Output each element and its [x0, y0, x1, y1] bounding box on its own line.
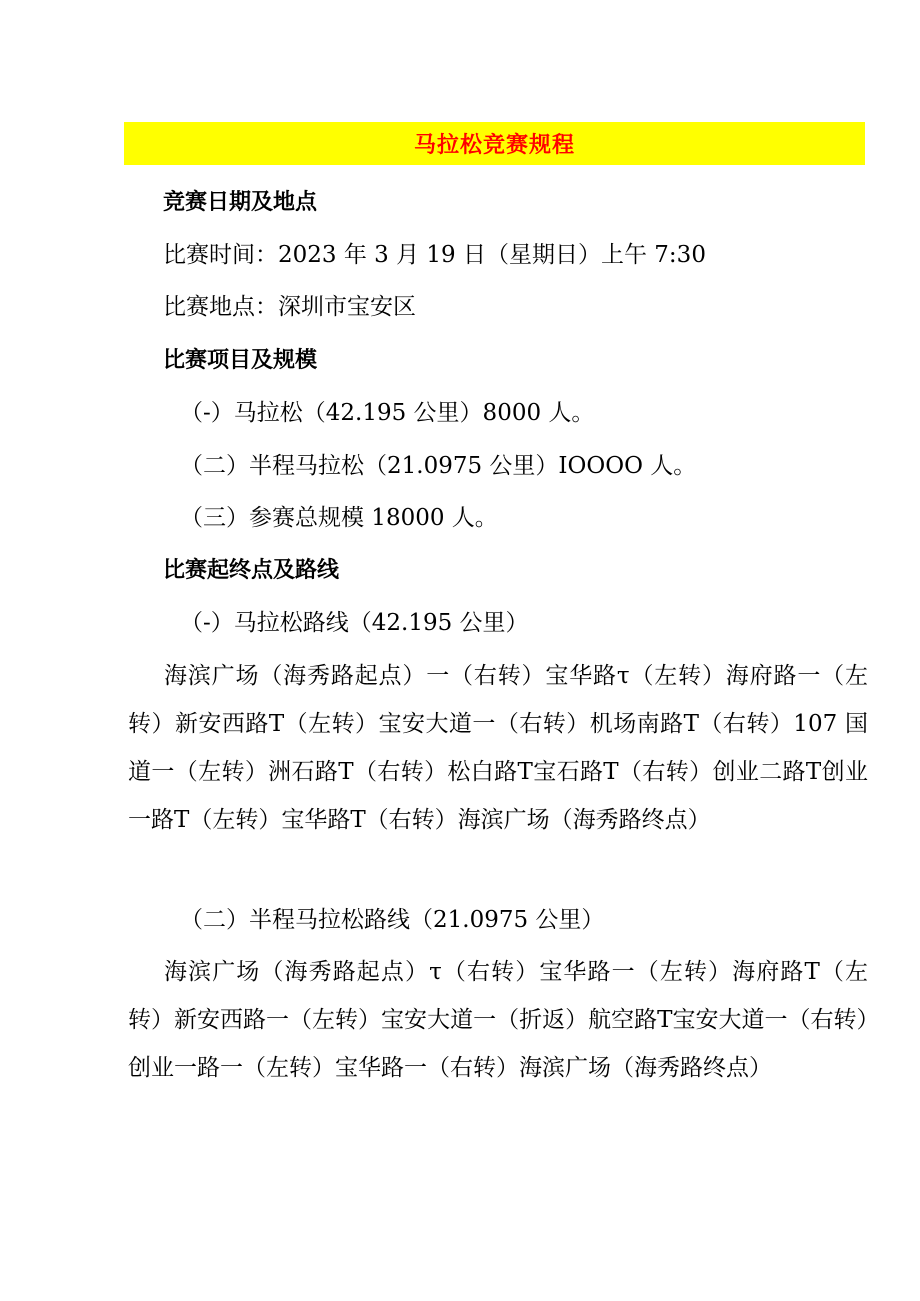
section-heading-events-scale: 比赛项目及规模	[163, 348, 318, 373]
section-heading-route: 比赛起终点及路线	[163, 558, 340, 583]
race-venue: 比赛地点：深圳市宝安区	[163, 294, 416, 320]
section-heading-date-venue: 竞赛日期及地点	[163, 190, 318, 215]
route-text-marathon: 海滨广场（海秀路起点）一（右转）宝华路τ（左转）海府路一（左转）新安西路T（左转）宝安大道一（右转）机场南路T（右转）107 国道一（左转）洲石路T（右转）松白路T宝石路T（右转）创业二路T创业一路T（左转）宝华路T（右转）海滨广场（海秀路终点）	[128, 663, 868, 833]
route-label-marathon: （-）马拉松路线（42.195 公里）	[180, 610, 529, 636]
event-item-marathon: （-）马拉松（42.195 公里）8000 人。	[180, 400, 595, 426]
event-item-total-scale: （三）参赛总规模 18000 人。	[180, 505, 498, 531]
route-label-half-marathon: （二）半程马拉松路线（21.0975 公里）	[180, 907, 605, 933]
event-item-half-marathon: （二）半程马拉松（21.0975 公里）IOOOO 人。	[180, 453, 697, 479]
title-banner	[124, 122, 865, 165]
race-time: 比赛时间：2023 年 3 月 19 日（星期日）上午 7:30	[163, 242, 706, 268]
document-title: 马拉松竞赛规程	[413, 133, 575, 158]
route-text-half-marathon: 海滨广场（海秀路起点）τ（右转）宝华路一（左转）海府路T（左转）新安西路一（左转）宝安大道一（折返）航空路T宝安大道一（右转）创业一路一（左转）宝华路一（右转）海滨广场（海秀路终点）	[128, 959, 868, 1081]
